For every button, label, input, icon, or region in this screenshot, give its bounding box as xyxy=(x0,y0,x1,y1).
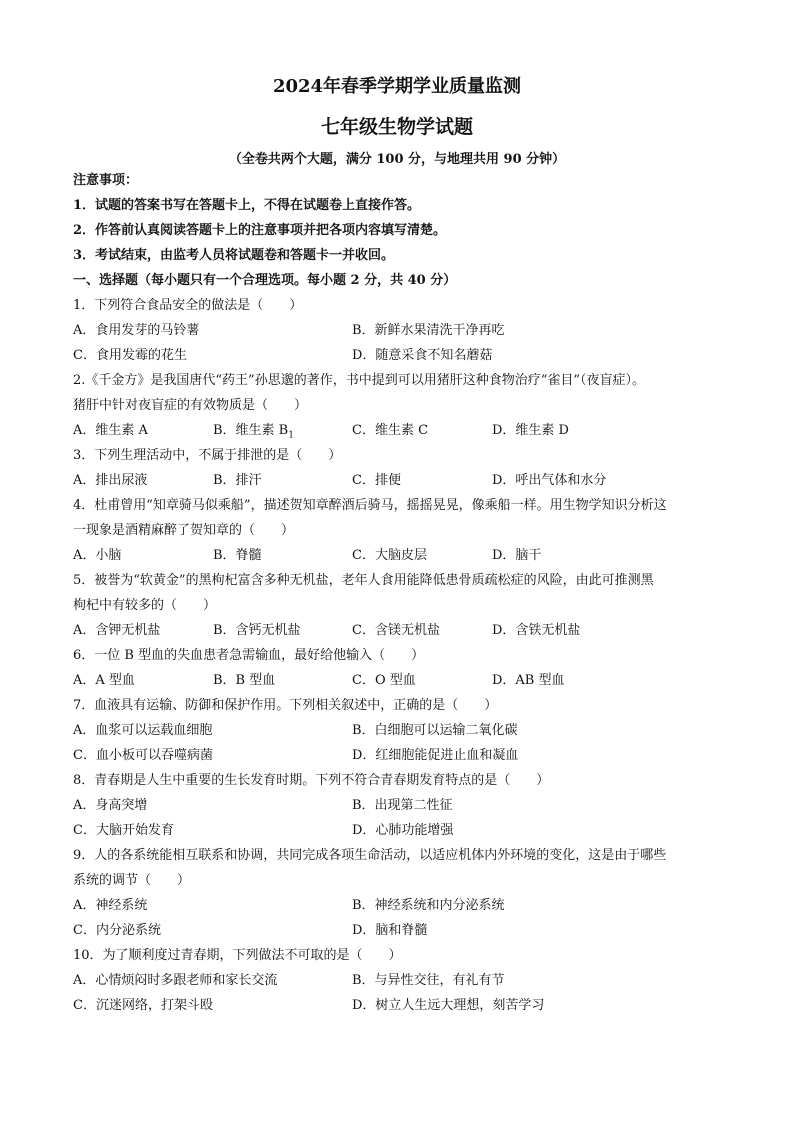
question-6-option-b: B．B 型血 xyxy=(213,673,276,688)
question-8-option-b: B．出现第二性征 xyxy=(352,798,453,813)
notice-heading: 注意事项： xyxy=(73,173,139,188)
question-8-option-d: D．心肺功能增强 xyxy=(352,823,454,838)
exam-title: 2024年春季学期学业质量监测 xyxy=(272,76,522,97)
question-7-stem: 7．血液具有运输、防御和保护作用。下列相关叙述中，正确的是（ ） xyxy=(73,698,498,713)
question-9-option-b: B．神经系统和内分泌系统 xyxy=(352,898,505,913)
question-10-option-a: A．心情烦闷时多跟老师和家长交流 xyxy=(73,973,278,988)
question-10-option-d: D．树立人生远大理想，刻苦学习 xyxy=(352,998,545,1013)
section-heading: 一、选择题（每小题只有一个合理选项。每小题 2 分，共 40 分） xyxy=(73,273,457,288)
question-7-option-a: A．血浆可以运载血细胞 xyxy=(73,723,213,738)
question-5-option-c: C．含镁无机盐 xyxy=(352,623,440,638)
question-4-option-b: B．脊髓 xyxy=(213,548,262,563)
exam-subtitle: 七年级生物学试题 xyxy=(320,116,473,138)
exam-note: （全卷共两个大题，满分 100 分，与地理共用 90 分钟） xyxy=(228,152,566,167)
question-6-stem: 6．一位 B 型血的失血患者急需输血，最好给他输入（ ） xyxy=(73,648,425,663)
question-5-option-b: B．含钙无机盐 xyxy=(213,623,301,638)
question-2-option-d: D．维生素 D xyxy=(492,423,569,438)
question-5-stem-line-2: 枸杞中有较多的（ ） xyxy=(73,598,217,613)
question-3-option-a: A．排出尿液 xyxy=(73,473,148,488)
question-2-option-a: A．维生素 A xyxy=(73,423,148,438)
question-6-option-d: D．AB 型血 xyxy=(492,673,565,688)
question-9-option-c: C．内分泌系统 xyxy=(73,923,161,938)
question-9-option-d: D．脑和脊髓 xyxy=(352,923,428,938)
question-1-option-b: B．新鲜水果清洗干净再吃 xyxy=(352,323,505,338)
question-9-option-a: A．神经系统 xyxy=(73,898,148,913)
question-1-stem: 1．下列符合食品安全的做法是（ ） xyxy=(73,298,303,313)
question-9-stem-line-2: 系统的调节（ ） xyxy=(73,873,191,888)
question-9-stem-line-1: 9．人的各系统能相互联系和协调，共同完成各项生命活动，以适应机体内外环境的变化，这是由于哪些 xyxy=(73,848,667,863)
question-1-option-c: C．食用发霉的花生 xyxy=(73,348,187,363)
question-4-stem-line-1: 4．杜甫曾用“知章骑马似乘船”，描述贺知章醉酒后骑马，摇摇晃晃，像乘船一样。用生物学知识分析这 xyxy=(73,498,667,513)
question-10-stem: 10．为了顺利度过青春期，下列做法不可取的是（ ） xyxy=(73,948,402,963)
question-4-option-d: D．脑干 xyxy=(492,548,542,563)
question-2-option-b-subscript: 1 xyxy=(288,430,294,441)
question-2-option-b xyxy=(213,422,294,445)
question-3-option-c: C．排便 xyxy=(352,473,401,488)
question-7-option-c: C．血小板可以吞噬病菌 xyxy=(73,748,213,763)
question-3-stem: 3．下列生理活动中，不属于排泄的是（ ） xyxy=(73,448,342,463)
question-3-option-d: D．呼出气体和水分 xyxy=(492,473,607,488)
question-3-option-b: B．排汗 xyxy=(213,473,262,488)
question-4-stem-line-2: 一现象是酒精麻醉了贺知章的（ ） xyxy=(73,523,295,538)
question-8-option-a: A．身高突增 xyxy=(73,798,148,813)
question-5-stem-line-1: 5．被誉为“软黄金”的黑枸杞富含多种无机盐，老年人食用能降低患骨质疏松症的风险，由此可推测黑 xyxy=(73,573,654,588)
question-10-option-b: B．与异性交往，有礼有节 xyxy=(352,973,505,988)
question-1-option-d: D．随意采食不知名蘑菇 xyxy=(352,348,493,363)
notice-item-2: 2．作答前认真阅读答题卡上的注意事项并把各项内容填写清楚。 xyxy=(73,223,447,238)
question-7-option-b: B．白细胞可以运输二氧化碳 xyxy=(352,723,518,738)
question-2-option-c: C．维生素 C xyxy=(352,423,429,438)
question-4-option-a: A．小脑 xyxy=(73,548,122,563)
question-8-stem: 8．青春期是人生中重要的生长发育时期。下列不符合青春期发育特点的是（ ） xyxy=(73,773,550,788)
notice-item-3: 3．考试结束，由监考人员将试题卷和答题卡一并收回。 xyxy=(73,248,395,263)
question-1-option-a: A．食用发芽的马铃薯 xyxy=(73,323,200,338)
question-2-stem-line-2: 猪肝中针对夜盲症的有效物质是（ ） xyxy=(73,398,308,413)
question-2-option-b-text: B．维生素 B xyxy=(213,423,289,438)
question-4-option-c: C．大脑皮层 xyxy=(352,548,427,563)
question-10-option-c: C．沉迷网络，打架斗殴 xyxy=(73,998,213,1013)
question-5-option-a: A．含钾无机盐 xyxy=(73,623,161,638)
question-8-option-c: C．大脑开始发育 xyxy=(73,823,174,838)
question-7-option-d: D．红细胞能促进止血和凝血 xyxy=(352,748,519,763)
notice-item-1: 1．试题的答案书写在答题卡上，不得在试题卷上直接作答。 xyxy=(73,198,421,213)
question-6-option-c: C．O 型血 xyxy=(352,673,416,688)
question-6-option-a: A．A 型血 xyxy=(73,673,135,688)
question-5-option-d: D．含铁无机盐 xyxy=(492,623,581,638)
question-2-stem-line-1: 2.《千金方》是我国唐代“药王”孙思邈的著作，书中提到可以用猪肝这种食物治疗“雀目”（夜盲症）。 xyxy=(73,373,645,388)
